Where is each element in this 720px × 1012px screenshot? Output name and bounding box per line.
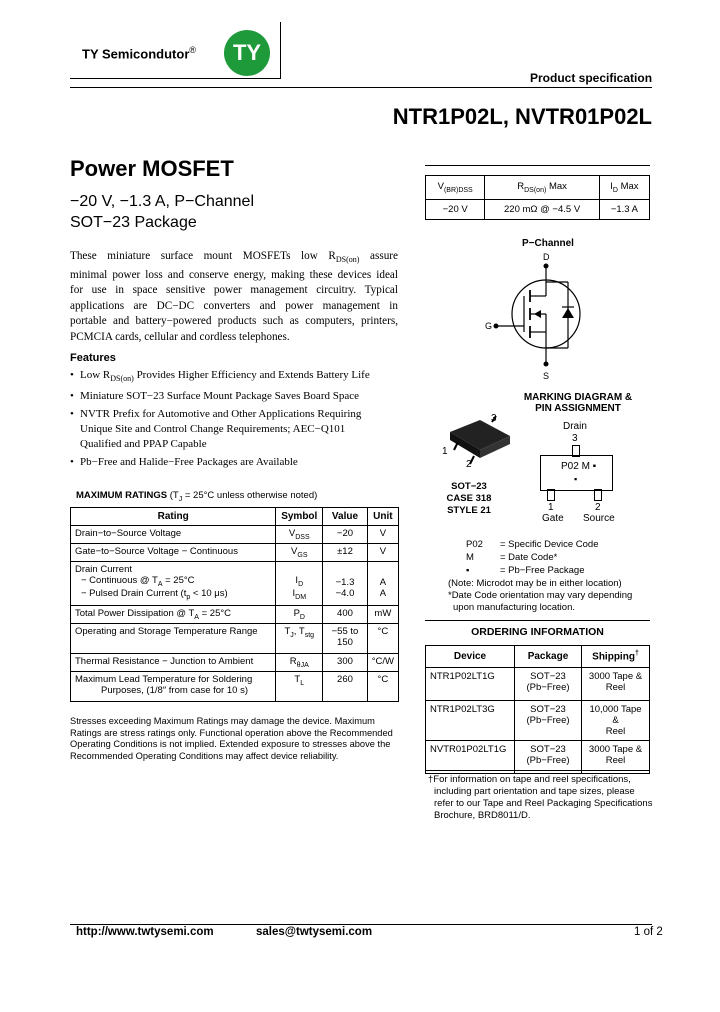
page-number: 1 of 2 (634, 926, 663, 938)
feature-item: • Miniature SOT−23 Surface Mount Package Saves Board Space (70, 390, 359, 403)
feature-item: • Low $R_{DS(on)}$ Provides Higher Efficiency and Extends Battery Life (70, 369, 370, 384)
ordering-notes: †For information on tape and reel specifications, including part orientation and tape sizes, please refer to our Tape and Reel Packaging Specifications Brochure, BRD8011/D. (428, 774, 653, 821)
pin-2-lead (594, 489, 602, 501)
features-list: • Low $R_{DS(on)}$ Provides Higher Efficiency and Extends Battery Life • Miniature SOT−23 Surface Mount Package Saves Board Space • NVTR Prefix for Automotive and Other Applications Requiring Unique Site and Control Change Requirements; AEC−Q101 Qualified and PPAP Capable • Pb−Free and Halide−Free Packages are Available (70, 368, 400, 470)
feature-item: • Pb−Free and Halide−Free Packages are Available (70, 456, 298, 469)
footer-email-link[interactable]: sales@twtysemi.com (256, 926, 373, 938)
pkg-pin-3: 3 (491, 413, 497, 424)
schematic-title: P−Channel (522, 238, 574, 249)
source-pin-label: Source (583, 513, 615, 524)
features-heading: Features (70, 352, 116, 364)
sot23-package-icon (440, 412, 515, 472)
drain-pin-label: Drain (563, 421, 587, 432)
marking-title: MARKING DIAGRAM & PIN ASSIGNMENT (523, 392, 633, 414)
spec-summary-table (425, 175, 650, 220)
table-row: NVTR01P02LT1G SOT−23 (Pb−Free) 3000 Tape & Reel (426, 741, 650, 774)
feature-item: • NVTR Prefix for Automotive and Other Applications Requiring (70, 408, 362, 421)
pkg-pin-1: 1 (442, 446, 448, 457)
max-ratings-table (70, 507, 399, 702)
subtitle-ratings: −20 V, −1.3 A, P−Channel (70, 193, 255, 210)
product-spec-label: Product specification (530, 71, 653, 85)
ordering-bottomline (425, 770, 650, 771)
subtitle-package: SOT−23 Package (70, 214, 197, 231)
footer-divider (70, 924, 652, 925)
gate-pin-label: Gate (542, 513, 564, 524)
table-row: Maximum Lead Temperature for Soldering Purposes, (1/8″ from case for 10 s) $T_L$ 260 °C (71, 671, 399, 701)
company-logo: TY (224, 30, 270, 76)
table-header-row: Device Package Shipping† (426, 646, 650, 668)
table-row: Drain−to−Source Voltage $V_{DSS}$ −20 V (71, 526, 399, 544)
marking-pin-1: 1 (548, 502, 554, 513)
table-header-row: Rating Symbol Value Unit (71, 508, 399, 526)
package-name: SOT−23 CASE 318 STYLE 21 (446, 481, 492, 516)
marking-legend: P02 = Specific Device Code M = Date Code* ▪ = Pb−Free Package (466, 539, 599, 576)
mosfet-symbol (490, 260, 600, 372)
marking-microdot: ▪ (574, 474, 578, 484)
ordering-title: ORDERING INFORMATION (471, 626, 604, 638)
marking-pin-2: 2 (595, 502, 601, 513)
ratings-heading: MAXIMUM RATINGS ($T_J = 25^\circ C$ unless otherwise noted) (76, 490, 318, 503)
pkg-pin-2: 2 (466, 459, 472, 470)
spec-table-topline (425, 165, 650, 166)
company-name: TY Semicondutor® (82, 45, 197, 62)
table-row: Gate−to−Source Voltage − Continuous $V_{GS}$ ±12 V (71, 543, 399, 561)
stress-note: Stresses exceeding Maximum Ratings may damage the device. Maximum Ratings are stress ratings only. Functional operation above the Recommended Operating Conditions is not implied. Extended exposure to stresses above the Recommended Operating Conditions may affect device reliability. (70, 716, 393, 761)
ordering-table (425, 645, 650, 774)
marking-notes: (Note: Microdot may be in either location) *Date Code orientation may vary depending upon manufacturing location. (448, 578, 633, 613)
table-row: NTR1P02LT3G SOT−23 (Pb−Free) 10,000 Tape & Reel (426, 701, 650, 741)
source-label: S (543, 371, 550, 381)
drain-label: D (543, 252, 550, 262)
marking-pin-3: 3 (572, 433, 578, 444)
marking-code: P02 M ▪ (561, 461, 597, 472)
table-row: Operating and Storage Temperature Range $T_J$, $T_{stg}$ −55 to 150 °C (71, 623, 399, 653)
table-row: Total Power Dissipation @ $T_A = 25^\circ C$ $P_D$ 400 mW (71, 605, 399, 623)
footer-website-link[interactable]: http://www.twtysemi.com (76, 926, 214, 938)
table-row: Thermal Resistance − Junction to Ambient $R_{\theta JA}$ 300 °C/W (71, 653, 399, 671)
pin-1-lead (547, 489, 555, 501)
table-header-row: $V_{(BR)DSS}$ $R_{DS(on)}$ Max $I_D$ Max (426, 176, 650, 200)
header-divider (70, 87, 652, 88)
table-row: Drain Current − Continuous @ $T_A = 25^\circ C$ − Pulsed Drain Current ($t_p < 10$ μs) $I_D$ $I_{DM}$ −1.3 −4.0 A A (71, 561, 399, 605)
gate-label: G (485, 321, 493, 331)
table-row: −20 V 220 mΩ @ −4.5 V −1.3 A (426, 200, 650, 220)
ordering-topline (425, 620, 650, 621)
intro-paragraph: These miniature surface mount MOSFETs low $R_{DS(on)}$ assure minimal power loss and conserve energy, making these devices ideal for use in space sensitive power management circuitry. Typical applications are DC−DC converters and power management in portable and battery−powered products such as computers, printers, PCMCIA cards, cellular and cordless telephones. (70, 250, 398, 343)
part-numbers-title: NTR1P02L, NVTR01P02L (392, 104, 652, 129)
table-row: NTR1P02LT1G SOT−23 (Pb−Free) 3000 Tape & Reel (426, 668, 650, 701)
page-title: Power MOSFET (70, 156, 234, 181)
